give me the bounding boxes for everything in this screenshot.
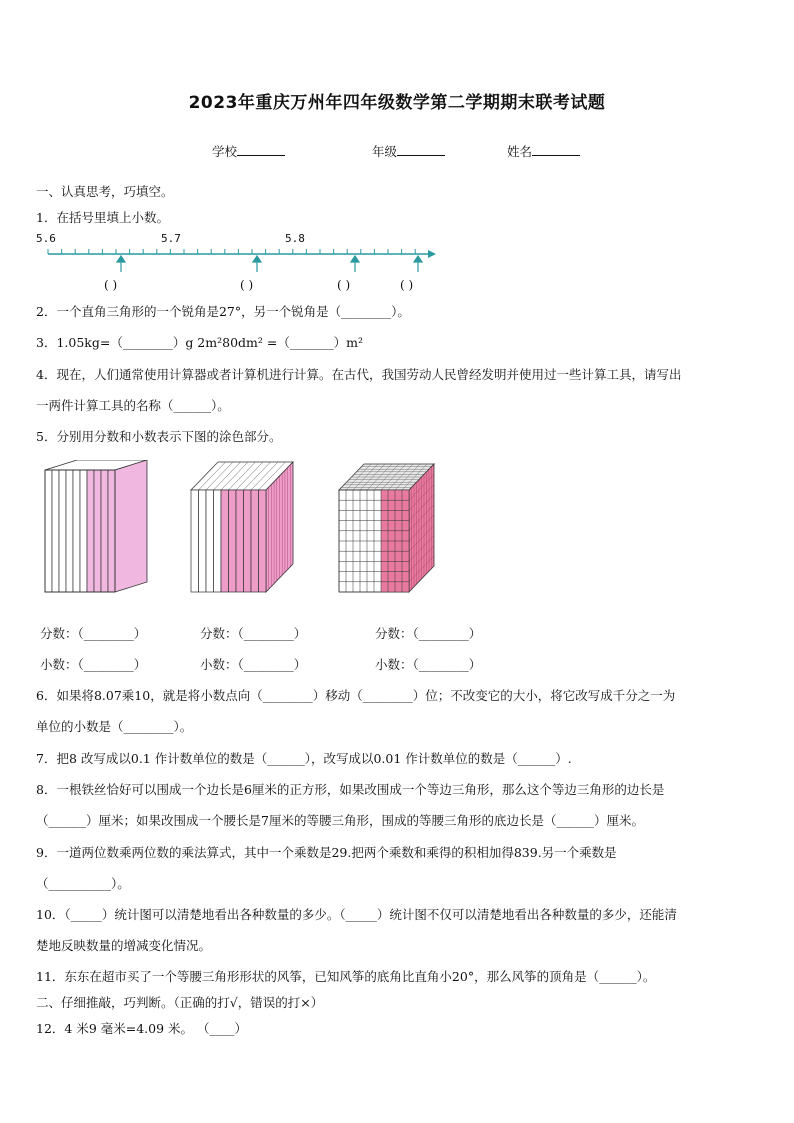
numberline-answer-4[interactable]: ( ) [400, 278, 414, 292]
grade-field [372, 142, 445, 160]
school-label: 学校 [212, 144, 238, 159]
fraction-answer-2[interactable]: 分数：（________） [200, 626, 307, 641]
question-8-line-1: 8．一根铁丝恰好可以围成一个边长是6厘米的正方形，如果改围成一个等边三角形，那么这个等边三角形的边长是 [36, 782, 665, 797]
numberline-answer-1[interactable]: ( ) [104, 278, 118, 292]
question-12: 12．4 米9 毫米=4.09 米。 （____） [36, 1021, 248, 1036]
question-3: 3．1.05kg=（________）g 2m²80dm² =（_______）m² [36, 335, 363, 350]
question-9-line-2: （__________）。 [36, 876, 130, 891]
decimal-answer-1[interactable]: 小数：（________） [40, 657, 147, 672]
school-field [212, 142, 285, 160]
question-5: 5．分别用分数和小数表示下图的涂色部分。 [36, 429, 282, 444]
question-4-line-1: 4．现在，人们通常使用计算器或者计算机进行计算。在古代，我国劳动人民曾经发明并使用过一些计算工具，请写出 [36, 367, 682, 382]
question-7: 7．把8 改写成以0.1 作计数单位的数是（______），改写成以0.01 作计数单位的数是（______）. [36, 751, 572, 766]
numberline-answer-2[interactable]: ( ) [240, 278, 254, 292]
question-2: 2．一个直角三角形的一个锐角是27°，另一个锐角是（________）。 [36, 304, 410, 319]
page-title: 2023年重庆万州年四年级数学第二学期期末联考试题 [188, 93, 606, 113]
decimal-answer-2[interactable]: 小数：（________） [200, 657, 307, 672]
fraction-answer-3[interactable]: 分数：（________） [375, 626, 482, 641]
numberline-label-1: 5.6 [36, 232, 56, 245]
decimal-answer-3[interactable]: 小数：（________） [375, 657, 482, 672]
grade-blank[interactable] [397, 143, 445, 156]
name-field [507, 142, 580, 160]
name-blank[interactable] [532, 143, 580, 156]
question-11: 11．东东在超市买了一个等腰三角形形状的风筝，已知风筝的底角比直角小20°，那么风筝的顶角是（______）。 [36, 969, 656, 984]
question-6-line-1: 6．如果将8.07乘10，就是将小数点向（________）移动（________）位；不改变它的大小，将它改写成千分之一为 [36, 688, 676, 703]
question-10-line-1: 10．（_____）统计图可以清楚地看出各种数量的多少。（_____）统计图不仅可以清楚地看出各种数量的多少，还能清 [36, 907, 677, 922]
question-4-line-2: 一两件计算工具的名称（______）。 [36, 398, 230, 413]
number-line [40, 242, 440, 276]
figure-10-strips [40, 460, 155, 596]
section-2-heading: 二、仔细推敲，巧判断。（正确的打√，错误的打×） [36, 995, 324, 1010]
numberline-label-2: 5.7 [161, 232, 181, 245]
section-1-heading: 一、认真思考，巧填空。 [36, 184, 174, 199]
name-label: 姓名 [507, 144, 533, 159]
question-1: 1．在括号里填上小数。 [36, 210, 169, 225]
figure-100-strips [186, 460, 301, 596]
figure-1000-cubes [334, 460, 439, 596]
question-8-line-2: （______）厘米；如果改围成一个腰长是7厘米的等腰三角形，围成的等腰三角形的底边长是（______）厘米。 [36, 813, 644, 828]
school-blank[interactable] [237, 143, 285, 156]
numberline-answer-3[interactable]: ( ) [337, 278, 351, 292]
question-9-line-1: 9．一道两位数乘两位数的乘法算式，其中一个乘数是29.把两个乘数和乘得的积相加得839.另一个乘数是 [36, 845, 617, 860]
question-10-line-2: 楚地反映数量的增减变化情况。 [36, 938, 212, 953]
question-6-line-2: 单位的小数是（________）。 [36, 719, 193, 734]
numberline-label-3: 5.8 [285, 232, 305, 245]
fraction-answer-1[interactable]: 分数：（________） [40, 626, 147, 641]
grade-label: 年级 [372, 144, 398, 159]
